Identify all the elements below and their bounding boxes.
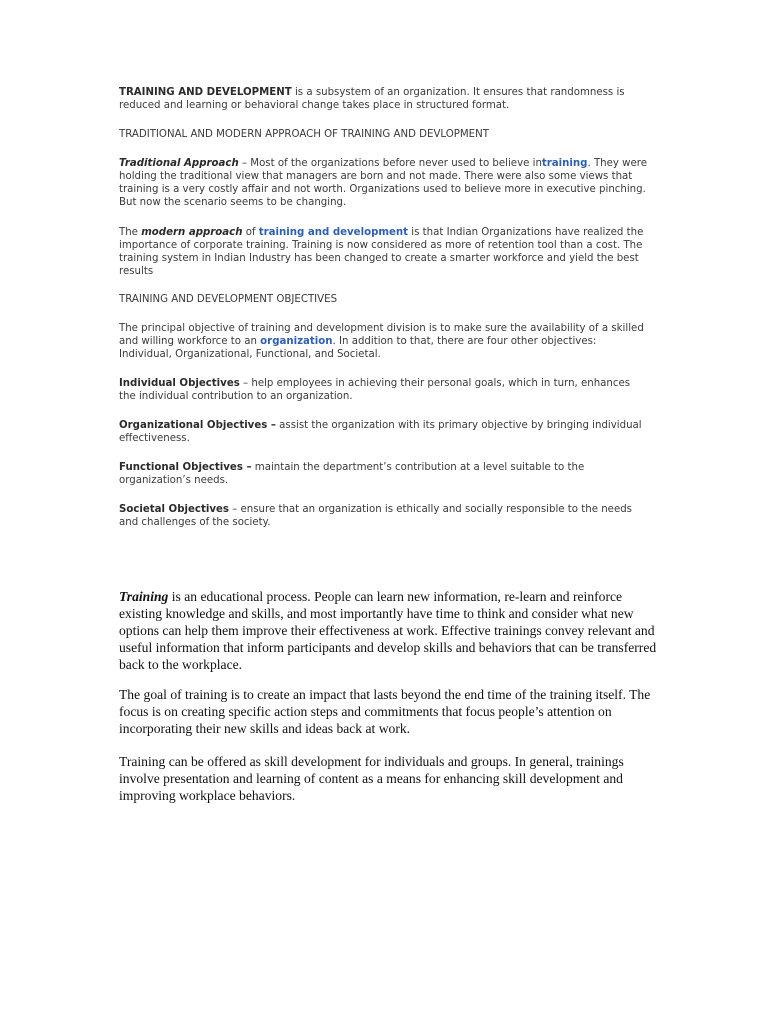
individual-objectives-lead: Individual Objectives <box>119 378 240 389</box>
societal-objectives-lead: Societal Objectives <box>119 504 229 515</box>
functional-objectives-paragraph <box>119 461 649 487</box>
organizational-objectives-text: assist the organization with its primary objective by bringing individual effectiveness. <box>119 420 642 444</box>
intro-lead: TRAINING AND DEVELOPMENT <box>119 87 292 98</box>
objectives-intro-paragraph <box>119 322 649 361</box>
functional-objectives-lead: Functional Objectives – <box>119 462 252 473</box>
functional-objectives-text: maintain the department’s contribution at a level suitable to the organization’s needs. <box>119 462 585 486</box>
training-definition-text: is an educational process. People can learn new information, re-learn and reinforce existing knowledge and skills, and most importantly have time to think and consider what new options can help them improve their effectiveness at work. Effective trainings convey relevant and useful information that inform participants and develop skills and behaviors that can be transferred back to the workplace. <box>119 589 657 672</box>
training-offering-paragraph: Training can be offered as skill development for individuals and groups. In general, trainings involve presentation and learning of content as a means for enhancing skill development and improving workplace behaviors. <box>119 754 624 803</box>
intro-paragraph <box>119 86 649 112</box>
individual-objectives-paragraph <box>119 377 649 403</box>
training-link[interactable]: training <box>541 158 588 169</box>
traditional-approach-paragraph <box>119 157 649 209</box>
organizational-objectives-paragraph <box>119 419 649 445</box>
training-definition-paragraph <box>119 588 659 673</box>
organizational-objectives-lead: Organizational Objectives – <box>119 420 276 431</box>
intro-text: is a subsystem of an organization. It ensures that randomness is reduced and learning or behavioral change takes place in structured format. <box>119 87 625 111</box>
training-and-development-link[interactable]: training and development <box>258 227 409 238</box>
modern-approach-text: is that Indian Organizations have realized the importance of corporate training. Training is now considered as more of retention tool than a cost. The training system in Indian Industry has been changed to create a smarter workforce and yield the best results <box>119 227 644 277</box>
modern-approach-mid: of <box>242 227 259 238</box>
traditional-approach-text-a: – Most of the organizations before never used to believe in <box>238 158 542 169</box>
societal-objectives-paragraph <box>119 503 649 529</box>
training-goal-paragraph: The goal of training is to create an impact that lasts beyond the end time of the training itself. The focus is on creating specific action steps and commitments that focus people’s attention on incorporating their new skills and ideas back at work. <box>119 687 651 736</box>
individual-objectives-text: – help employees in achieving their personal goals, which in turn, enhances the individual contribution to an organization. <box>119 378 631 402</box>
traditional-approach-text-b: . They were holding the traditional view that managers are born and not made. There were also some views that training is a very costly affair and not worth. Organizations used to believe more in executive pinching. But now the scenario seems to be changing. <box>119 158 647 208</box>
objectives-intro-text-b: . In addition to that, there are four other objectives: Individual, Organizational, Functional, and Societal. <box>119 336 597 360</box>
societal-objectives-text: – ensure that an organization is ethically and socially responsible to the needs and challenges of the society. <box>119 504 632 528</box>
objectives-intro-text-a: The principal objective of training and development division is to make sure the availability of a skilled and willing workforce to an <box>119 323 644 347</box>
modern-approach-paragraph <box>119 226 649 278</box>
traditional-approach-lead: Traditional Approach <box>119 158 239 169</box>
modern-approach-lead: modern approach <box>141 227 243 238</box>
organization-link[interactable]: organization <box>260 336 333 347</box>
training-definition-lead: Training <box>119 589 169 604</box>
section-heading-approach: TRADITIONAL AND MODERN APPROACH OF TRAINING AND DEVLOPMENT <box>119 129 489 140</box>
section-heading-objectives: TRAINING AND DEVELOPMENT OBJECTIVES <box>119 294 338 305</box>
modern-approach-pre: The <box>119 227 142 238</box>
